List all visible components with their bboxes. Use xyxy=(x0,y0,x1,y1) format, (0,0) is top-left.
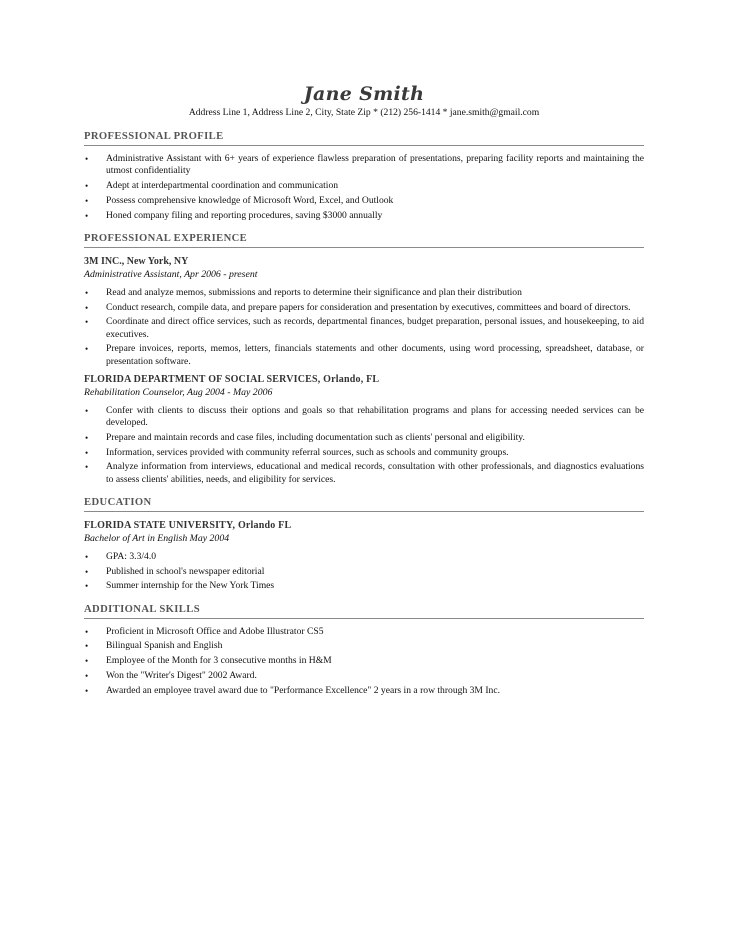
bullet-icon: • xyxy=(85,195,89,206)
bullet-icon: • xyxy=(85,641,89,652)
list-item: • Analyze information from interviews, educational and medical records, consultation with other professionals, and diagnostics evaluations to assess clients' abilities, needs, and eligibility for services. xyxy=(85,461,644,485)
bullet-icon: • xyxy=(85,344,89,355)
bullet-icon: • xyxy=(85,154,89,164)
bullet-icon: • xyxy=(85,551,89,562)
profile-list xyxy=(84,153,644,222)
list-item: • Published in school's newspaper editorial xyxy=(85,565,265,577)
experience-section xyxy=(84,232,644,486)
section-heading-experience: PROFESSIONAL EXPERIENCE xyxy=(84,232,644,248)
bullet-icon: • xyxy=(85,210,89,221)
job-entry xyxy=(84,373,644,486)
section-heading-education: EDUCATION xyxy=(84,496,644,512)
bullet-icon: • xyxy=(85,656,89,667)
job-position: Administrative Assistant, Apr 2006 - present xyxy=(84,268,258,280)
candidate-name: Jane Smith xyxy=(303,83,425,105)
bullet-icon: • xyxy=(85,462,89,473)
resume-page xyxy=(84,82,644,707)
education-section xyxy=(84,496,644,593)
section-heading-profile: PROFESSIONAL PROFILE xyxy=(84,130,644,146)
school-name: FLORIDA STATE UNIVERSITY, Orlando FL xyxy=(84,519,292,531)
profile-section xyxy=(84,130,644,222)
bullet-icon: • xyxy=(85,447,89,458)
job-entry xyxy=(84,255,644,368)
bullet-icon: • xyxy=(85,181,89,191)
employer-name: FLORIDA DEPARTMENT OF SOCIAL SERVICES, Orlando, FL xyxy=(84,373,380,385)
bullet-icon: • xyxy=(85,581,89,592)
list-item: • Possess comprehensive knowledge of Microsoft Word, Excel, and Outlook xyxy=(85,194,394,206)
list-item: • Employee of the Month for 3 consecutive months in H&M xyxy=(85,655,332,667)
bullet-icon: • xyxy=(85,287,89,298)
bullet-icon: • xyxy=(85,685,89,696)
list-item: • Bilingual Spanish and English xyxy=(85,640,223,652)
list-item: • Read and analyze memos, submissions and reports to determine their significance and plan their distribution xyxy=(85,286,522,298)
list-item: • Coordinate and direct office services, such as records, departmental finances, budget preparation, personal issues, and housekeeping, to aid executives. xyxy=(85,316,644,340)
list-item: • Conduct research, compile data, and prepare papers for consideration and presentation by executives, committees and board of directors. xyxy=(85,301,631,313)
list-item: • Prepare and maintain records and case files, including documentation such as clients' personal and eligibility. xyxy=(85,431,525,443)
list-item: • Adept at interdepartmental coordination and communication xyxy=(85,180,339,191)
skills-list xyxy=(84,626,644,697)
degree-name: Bachelor of Art in English May 2004 xyxy=(84,532,230,544)
contact-line: Address Line 1, Address Line 2, City, State Zip * (212) 256-1414 * jane.smith@gmail.com xyxy=(188,107,540,118)
list-item: • Awarded an employee travel award due to "Performance Excellence" 2 years in a row through 3M Inc. xyxy=(85,684,501,696)
bullet-icon: • xyxy=(85,626,89,637)
job-duties-list xyxy=(84,287,644,368)
bullet-icon: • xyxy=(85,670,89,681)
bullet-icon: • xyxy=(85,317,89,328)
list-item: • Summer internship for the New York Times xyxy=(85,580,275,592)
list-item: • Proficient in Microsoft Office and Adobe Illustrator CS5 xyxy=(85,625,324,637)
employer-name: 3M INC., New York, NY xyxy=(84,255,189,267)
section-heading-skills: ADDITIONAL SKILLS xyxy=(84,603,644,619)
skills-section xyxy=(84,603,644,697)
list-item: • Information, services provided with community referral sources, such as schools and community groups. xyxy=(85,446,509,458)
education-list xyxy=(84,551,644,593)
list-item: • Prepare invoices, reports, memos, letters, financials statements and other documents, using word processing, spreadsheet, database, or presentation software. xyxy=(85,343,644,367)
list-item: • Confer with clients to discuss their options and goals so that rehabilitation programs and plans for accessing needed services can be developed. xyxy=(85,404,644,428)
list-item: • Honed company filing and reporting procedures, saving $3000 annually xyxy=(85,209,383,221)
bullet-icon: • xyxy=(85,566,89,577)
bullet-icon: • xyxy=(85,432,89,443)
bullet-icon: • xyxy=(85,302,89,313)
list-item: • Administrative Assistant with 6+ years of experience flawless preparation of presentations, preparing facility reports and maintaining the utmost confidentiality xyxy=(85,153,644,177)
job-position: Rehabilitation Counselor, Aug 2004 - May 2006 xyxy=(84,386,273,398)
bullet-icon: • xyxy=(85,405,89,416)
job-duties-list xyxy=(84,405,644,486)
list-item: • Won the "Writer's Digest" 2002 Award. xyxy=(85,669,257,681)
list-item: • GPA: 3.3/4.0 xyxy=(85,550,157,562)
